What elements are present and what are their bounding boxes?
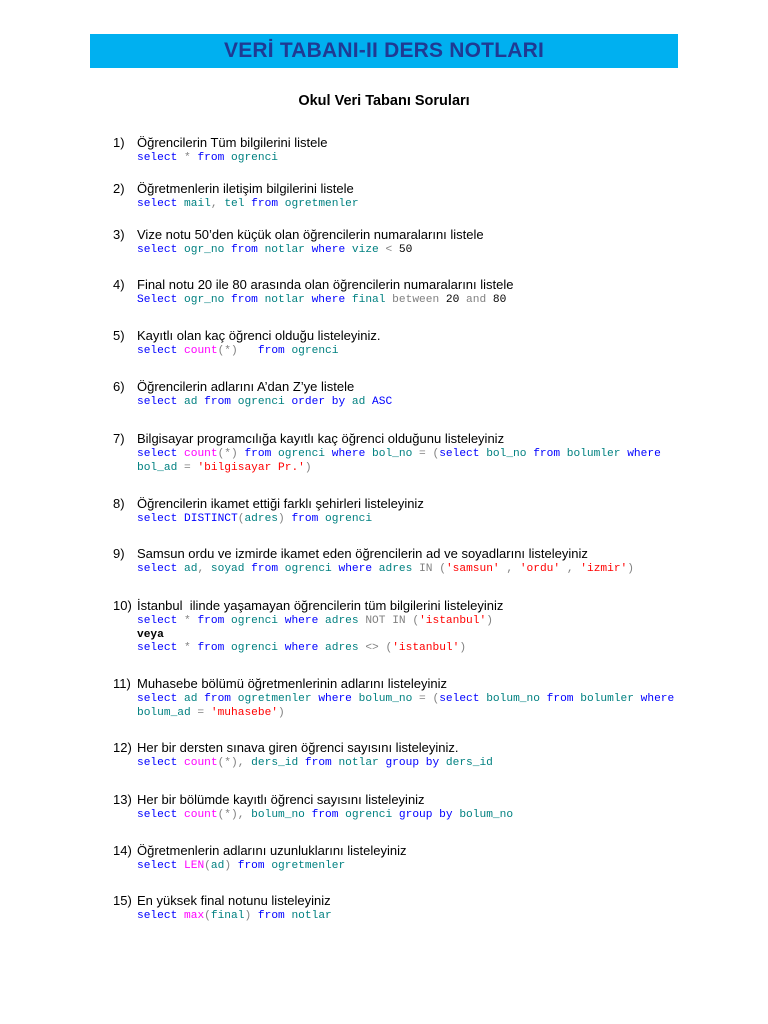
sql-token: bolumler <box>560 448 621 460</box>
sql-token: from <box>197 152 225 164</box>
sql-token: ad <box>177 693 198 705</box>
sql-token: 'ordu' <box>519 563 561 575</box>
question-item <box>113 327 713 359</box>
sql-code-line <box>137 860 713 874</box>
question-number: 2) <box>113 181 125 196</box>
question-number: 9) <box>113 546 125 561</box>
sql-token: select <box>137 860 178 872</box>
sql-code-line <box>137 642 713 656</box>
sql-token: ( <box>237 513 245 525</box>
sql-token: NOT IN ( <box>358 615 420 627</box>
sql-token: notlar <box>257 244 305 256</box>
sql-token: ad <box>177 396 198 408</box>
sql-code-line <box>137 707 713 721</box>
question-text <box>113 545 713 563</box>
sql-token: where <box>331 563 373 575</box>
question-item <box>113 739 713 771</box>
question-label: Bilgisayar programcılığa kayıtlı kaç öğrenci olduğunu listeleyiniz <box>137 431 505 446</box>
sql-token: * <box>177 152 198 164</box>
sql-token: between <box>385 294 446 306</box>
sql-token: where <box>633 693 675 705</box>
sql-token: , <box>197 563 211 575</box>
question-label: En yüksek final notunu listeleyiniz <box>137 893 331 908</box>
question-text <box>113 495 713 513</box>
question-label: Samsun ordu ve izmirde ikamet eden öğrencilerin ad ve soyadlarını listeleyiniz <box>137 546 588 561</box>
sql-token: where <box>325 448 366 460</box>
sql-token: 'izmir' <box>580 563 628 575</box>
sql-token: from <box>257 345 285 357</box>
question-text <box>113 430 713 448</box>
sql-token: ogretmenler <box>278 198 359 210</box>
sql-token: ) <box>486 615 493 627</box>
question-label: İstanbul ilinde yaşamayan öğrencilerin tüm bilgilerini listeleyiniz <box>137 598 504 613</box>
question-text <box>113 739 713 757</box>
question-text <box>113 134 713 152</box>
sql-token: 'istanbul' <box>392 642 460 654</box>
question-label: Her bir dersten sınava giren öğrenci sayısını listeleyiniz. <box>137 740 459 755</box>
sql-token: = ( <box>412 693 440 705</box>
sql-token: where <box>304 294 346 306</box>
sql-code-line <box>137 693 713 707</box>
sql-token: from <box>224 244 258 256</box>
question-label: Muhasebe bölümü öğretmenlerinin adlarını listeleyiniz <box>137 676 448 691</box>
question-item <box>113 430 713 475</box>
sql-token: from <box>244 563 279 575</box>
sql-token: * <box>177 642 198 654</box>
sql-code-line <box>137 513 713 527</box>
sql-token: bol_no <box>365 448 413 460</box>
sql-token: Select <box>137 294 178 306</box>
sql-token: , <box>560 563 581 575</box>
sql-token: ogrenci <box>278 563 332 575</box>
question-label: Öğretmenlerin iletişim bilgilerini listele <box>137 181 354 196</box>
question-number: 7) <box>113 431 125 446</box>
sql-token: select <box>137 448 178 460</box>
question-label: Vize notu 50’den küçük olan öğrencilerin numaralarını listele <box>137 227 484 242</box>
sql-token: select <box>137 396 178 408</box>
sql-token: from <box>526 448 561 460</box>
sql-token: veya <box>137 628 164 641</box>
sql-token: from <box>197 615 225 627</box>
sql-token: bolum_ad <box>137 706 191 719</box>
sql-token: select <box>137 244 178 256</box>
question-number: 1) <box>113 135 125 150</box>
sql-token: ad <box>210 860 225 872</box>
sql-token: count <box>177 809 218 821</box>
sql-token: group by <box>378 757 440 769</box>
sql-token: ogrenci <box>231 396 285 408</box>
sql-token: ) <box>459 642 467 654</box>
sql-token: ogr_no <box>177 244 225 256</box>
sql-token: and <box>459 294 493 306</box>
sql-token: tel <box>224 198 245 210</box>
question-label: Öğrencilerin ikamet ettiği farklı şehirleri listeleyiniz <box>137 496 424 511</box>
sql-token: from <box>291 513 319 525</box>
sql-token: notlar <box>331 757 379 769</box>
sql-token: ) <box>244 910 258 922</box>
sql-token: (*), <box>217 757 252 769</box>
sql-token: final <box>210 910 245 922</box>
sql-token: where <box>304 244 346 256</box>
sql-token: ogrenci <box>224 642 279 654</box>
sql-code-line <box>137 462 713 476</box>
sql-token: from <box>197 396 232 408</box>
sql-token: 'istanbul' <box>419 615 487 627</box>
sql-token: ad <box>177 563 198 575</box>
sql-token: select <box>439 693 480 705</box>
question-number: 5) <box>113 328 125 343</box>
sql-token: count <box>177 757 218 769</box>
sql-token: = <box>177 461 198 474</box>
sql-token: , <box>499 563 520 575</box>
question-number: 4) <box>113 277 125 292</box>
document-title: VERİ TABANI-II DERS NOTLARI <box>223 39 544 62</box>
question-number: 14) <box>113 843 132 858</box>
sql-code-line <box>137 396 713 410</box>
sql-token: select <box>137 198 178 210</box>
question-number: 15) <box>113 893 132 908</box>
sql-token: ) <box>627 563 634 575</box>
sql-token: from <box>224 294 258 306</box>
question-label: Kayıtlı olan kaç öğrenci olduğu listeleyiniz. <box>137 328 381 343</box>
question-label: Öğrencilerin Tüm bilgilerini listele <box>137 135 328 150</box>
sql-token: ) <box>304 461 312 474</box>
sql-token: mail <box>177 198 211 210</box>
sql-token: ogrenci <box>338 809 393 821</box>
sql-code-line <box>137 198 713 212</box>
question-text <box>113 842 713 860</box>
sql-token: notlar <box>284 910 332 922</box>
question-text <box>113 276 713 294</box>
question-item <box>113 892 713 924</box>
sql-token: ogr_no <box>177 294 225 306</box>
question-text <box>113 791 713 809</box>
question-number: 6) <box>113 379 125 394</box>
sql-token: ogrenci <box>271 448 326 460</box>
sql-token: select <box>439 448 480 460</box>
question-item <box>113 545 713 577</box>
question-label: Her bir bölümde kayıtlı öğrenci sayısını listeleyiniz <box>137 792 425 807</box>
sql-token: , <box>210 198 225 210</box>
sql-code-line <box>137 910 713 924</box>
question-text <box>113 675 713 693</box>
question-text <box>113 180 713 198</box>
sql-code-line <box>137 294 713 308</box>
sql-token: ders_id <box>251 757 299 769</box>
sql-token: ogrenci <box>318 513 373 525</box>
sql-token: = ( <box>412 448 440 460</box>
sql-token: where <box>311 693 352 705</box>
sql-token: ogretmenler <box>264 860 346 872</box>
question-text <box>113 226 713 244</box>
sql-token: bolum_no <box>452 809 514 821</box>
sql-token: select <box>137 809 178 821</box>
sql-token: ( <box>204 910 211 922</box>
question-number: 8) <box>113 496 125 511</box>
sql-token: from <box>244 448 272 460</box>
sql-token: select <box>137 152 178 164</box>
question-label: Öğretmenlerin adlarını uzunluklarını listeleyiniz <box>137 843 407 858</box>
sql-token: from <box>237 860 265 872</box>
sql-token: IN ( <box>412 563 446 575</box>
sql-token: (*), <box>217 809 252 821</box>
sql-token: select <box>137 345 178 357</box>
sql-token: vize <box>345 244 379 256</box>
question-number: 12) <box>113 740 132 755</box>
sql-token: < <box>378 244 399 256</box>
sql-token: adres <box>318 615 359 627</box>
sql-token: * <box>177 615 198 627</box>
sql-token: final <box>345 294 386 306</box>
sql-token: ) <box>278 513 292 525</box>
sql-token: (*) <box>217 448 245 460</box>
question-text <box>113 378 713 396</box>
question-label: Öğrencilerin adlarını A’dan Z’ye listele <box>137 379 355 394</box>
question-item <box>113 134 713 166</box>
sql-token: ders_id <box>439 757 493 769</box>
alternative-label <box>137 629 713 643</box>
sql-token: DISTINCT <box>177 513 238 525</box>
sql-token: select <box>137 615 178 627</box>
sql-token: ad <box>345 396 366 408</box>
sql-token: 20 <box>445 294 460 306</box>
question-item <box>113 276 713 308</box>
sql-token: where <box>278 642 319 654</box>
sql-token: from <box>539 693 574 705</box>
sql-code-line <box>137 563 713 577</box>
sql-token: ogrenci <box>224 152 279 164</box>
sql-code-line <box>137 615 713 629</box>
question-text <box>113 597 713 615</box>
sql-token: from <box>298 757 332 769</box>
sql-token: 'bilgisayar Pr.' <box>197 461 305 474</box>
question-item <box>113 675 713 720</box>
sql-token: = <box>190 706 211 719</box>
question-number: 3) <box>113 227 125 242</box>
sql-token: ogretmenler <box>231 693 312 705</box>
sql-token: count <box>177 345 218 357</box>
sql-token: bolum_no <box>351 693 413 705</box>
sql-code-line <box>137 448 713 462</box>
sql-token: adres <box>244 513 279 525</box>
sql-token: from <box>197 642 225 654</box>
sql-token: <> ( <box>358 642 393 654</box>
sql-token: select <box>137 693 178 705</box>
sql-token: count <box>177 448 218 460</box>
sql-code-line <box>137 152 713 166</box>
sql-token: select <box>137 563 178 575</box>
sql-token: adres <box>318 642 359 654</box>
question-item <box>113 180 713 212</box>
question-item <box>113 226 713 258</box>
question-item <box>113 791 713 823</box>
sql-token: from <box>244 198 279 210</box>
sql-token: ASC <box>365 396 393 408</box>
sql-token: 'muhasebe' <box>210 706 279 719</box>
sql-token: from <box>257 910 285 922</box>
sql-token: 'samsun' <box>445 563 500 575</box>
sql-token: notlar <box>257 294 305 306</box>
sql-token: ( <box>204 860 211 872</box>
sql-token: bolum_no <box>251 809 305 821</box>
sql-token: from <box>304 809 339 821</box>
question-text <box>113 892 713 910</box>
sql-token: select <box>137 513 178 525</box>
question-item <box>113 597 713 656</box>
sql-token: LEN <box>177 860 205 872</box>
question-number: 11) <box>113 676 131 691</box>
sql-token: bolum_no <box>479 693 540 705</box>
question-item <box>113 495 713 527</box>
sql-token: select <box>137 642 178 654</box>
sql-code-line <box>137 809 713 823</box>
sql-token: ogrenci <box>224 615 279 627</box>
question-label: Final notu 20 ile 80 arasında olan öğrencilerin numaralarını listele <box>137 277 514 292</box>
sql-code-line <box>137 244 713 258</box>
sql-code-line <box>137 345 713 359</box>
sql-token: select <box>137 910 178 922</box>
sql-token: 80 <box>492 294 507 306</box>
question-item <box>113 842 713 874</box>
sql-token: soyad <box>210 563 245 575</box>
sql-token: ) <box>278 706 285 719</box>
sql-token: ) <box>224 860 238 872</box>
sql-token: 50 <box>398 244 413 256</box>
sql-token: order by <box>284 396 346 408</box>
sql-token: select <box>137 757 178 769</box>
sql-token: from <box>197 693 232 705</box>
sql-token: bol_no <box>479 448 527 460</box>
sql-token: group by <box>392 809 453 821</box>
question-item <box>113 378 713 410</box>
sql-token: ogrenci <box>284 345 339 357</box>
question-number: 13) <box>113 792 132 807</box>
sql-code-line <box>137 757 713 771</box>
question-number: 10) <box>113 598 132 613</box>
sql-token: (*) <box>217 345 258 357</box>
sql-token: max <box>177 910 205 922</box>
document-subtitle: Okul Veri Tabanı Soruları <box>298 93 470 109</box>
question-text <box>113 327 713 345</box>
sql-token: adres <box>372 563 413 575</box>
sql-token: bolumler <box>573 693 634 705</box>
sql-token: bol_ad <box>137 461 178 474</box>
sql-token: where <box>620 448 661 460</box>
sql-token: where <box>278 615 319 627</box>
